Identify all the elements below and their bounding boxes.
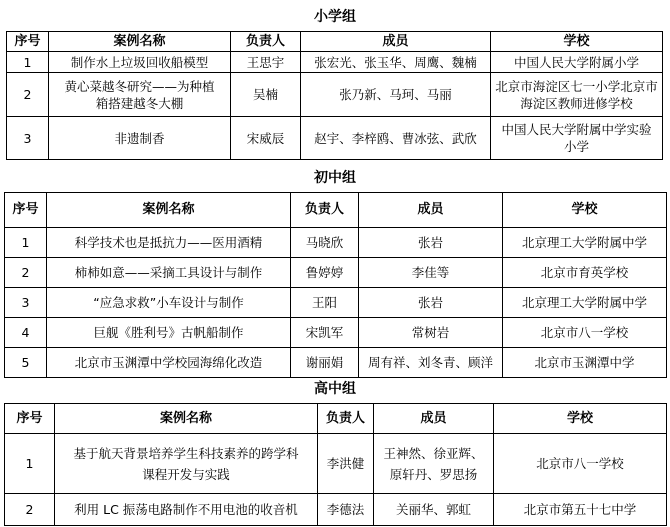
header-members: 成员 [301,32,491,52]
cell-no: 2 [7,73,49,117]
header-name: 案例名称 [47,193,291,228]
header-leader: 负责人 [231,32,301,52]
cell-leader: 李德法 [318,494,374,526]
header-no: 序号 [5,404,55,434]
cell-no: 3 [7,117,49,160]
cell-leader: 马晓欣 [291,228,359,258]
cell-members: 张岩 [359,228,503,258]
cell-leader: 谢丽娟 [291,348,359,378]
cell-name: 巨舰《胜利号》古帆船制作 [47,318,291,348]
cell-school: 北京市八一学校 [503,318,667,348]
cell-school: 北京市海淀区七一小学北京市海淀区教师进修学校 [491,73,663,117]
table-row [7,52,663,73]
table-row [7,117,663,160]
table-row [7,73,663,117]
header-members: 成员 [359,193,503,228]
cell-no: 4 [5,318,47,348]
header-no: 序号 [7,32,49,52]
cell-no: 2 [5,258,47,288]
cell-members: 周有祥、刘冬青、顾洋 [359,348,503,378]
table-row [5,494,667,526]
cell-no: 5 [5,348,47,378]
cell-leader: 宋凯军 [291,318,359,348]
cell-members: 赵宇、李梓鸥、曹冰弦、武欣 [301,117,491,160]
cell-leader: 王阳 [291,288,359,318]
header-name: 案例名称 [55,404,318,434]
cell-school: 中国人民大学附属中学实验小学 [491,117,663,160]
cell-name: 非遗制香 [49,117,231,160]
header-school: 学校 [491,32,663,52]
table-row [5,288,667,318]
header-school: 学校 [503,193,667,228]
section-title-middle: 初中组 [314,170,356,186]
cell-name: “应急求救”小车设计与制作 [47,288,291,318]
table-header-row [5,404,667,434]
cell-name: 北京市玉渊潭中学校园海绵化改造 [47,348,291,378]
cell-no: 1 [5,434,55,494]
cell-school: 北京市育英学校 [503,258,667,288]
cell-members: 张乃新、马珂、马丽 [301,73,491,117]
table-header-row [7,32,663,52]
cell-members: 关丽华、郭虹 [374,494,494,526]
header-leader: 负责人 [291,193,359,228]
cell-members: 张岩 [359,288,503,318]
cell-no: 1 [5,228,47,258]
table-row [5,318,667,348]
header-name: 案例名称 [49,32,231,52]
section-title-primary: 小学组 [314,9,356,25]
cell-school: 北京市第五十七中学 [494,494,667,526]
cell-leader: 吴楠 [231,73,301,117]
table-row [5,348,667,378]
section-title-high: 高中组 [314,381,356,397]
cell-members: 张宏光、张玉华、周鹰、魏楠 [301,52,491,73]
cell-name: 科学技术也是抵抗力——医用酒精 [47,228,291,258]
table-row [5,258,667,288]
cell-name: 柿柿如意——采摘工具设计与制作 [47,258,291,288]
cell-leader: 李洪健 [318,434,374,494]
cell-no: 2 [5,494,55,526]
header-school: 学校 [494,404,667,434]
cell-school: 北京理工大学附属中学 [503,228,667,258]
cell-school: 北京市玉渊潭中学 [503,348,667,378]
table-header-row [5,193,667,228]
cell-name: 基于航天背景培养学生科技素养的跨学科课程开发与实践 [55,434,318,494]
table-row [5,228,667,258]
table-row [5,434,667,494]
cell-school: 北京理工大学附属中学 [503,288,667,318]
header-leader: 负责人 [318,404,374,434]
table-middle [4,192,667,378]
cell-members: 李佳等 [359,258,503,288]
cell-members: 常树岩 [359,318,503,348]
header-members: 成员 [374,404,494,434]
cell-leader: 宋威辰 [231,117,301,160]
cell-name: 制作水上垃圾回收船模型 [49,52,231,73]
cell-leader: 鲁婷婷 [291,258,359,288]
header-no: 序号 [5,193,47,228]
cell-leader: 王思宇 [231,52,301,73]
cell-school: 北京市八一学校 [494,434,667,494]
cell-no: 1 [7,52,49,73]
cell-school: 中国人民大学附属小学 [491,52,663,73]
cell-name: 黄心菜越冬研究——为种植箱搭建越冬大棚 [49,73,231,117]
table-primary [6,31,663,160]
cell-members: 王神然、徐亚辉、原轩丹、罗思扬 [374,434,494,494]
table-high [4,403,667,526]
cell-name: 利用 LC 振荡电路制作不用电池的收音机 [55,494,318,526]
cell-no: 3 [5,288,47,318]
